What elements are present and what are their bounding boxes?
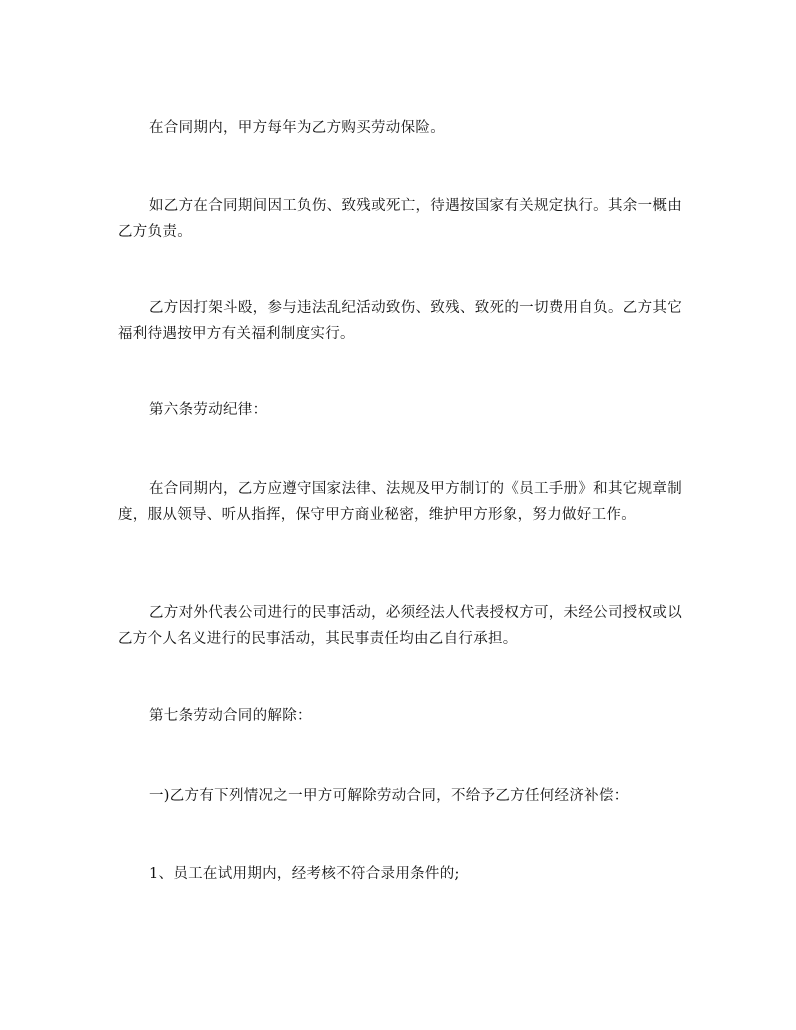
section-heading-termination: 第七条劳动合同的解除： <box>149 708 312 724</box>
paragraph-rules: 在合同期内，乙方应遵守国家法律、法规及甲方制订的《员工手册》和其它规章制度，服从领导、听从指挥，保守甲方商业秘密，维护甲方形象，努力做好工作。 <box>118 481 682 523</box>
paragraph-insurance: 在合同期内，甲方每年为乙方购买劳动保险。 <box>149 120 445 136</box>
section-heading-discipline: 第六条劳动纪律： <box>149 402 268 418</box>
list-item-probation: 1、员工在试用期内，经考核不符合录用条件的; <box>149 866 460 882</box>
paragraph-civil-activities: 乙方对外代表公司进行的民事活动，必须经法人代表授权方可，未经公司授权或以乙方个人名义进行的民事活动，其民事责任均由乙自行承担。 <box>118 605 682 647</box>
paragraph-termination-conditions: 一)乙方有下列情况之一甲方可解除劳动合同，不给予乙方任何经济补偿： <box>149 788 629 804</box>
paragraph-fighting: 乙方因打架斗殴，参与违法乱纪活动致伤、致残、致死的一切费用自负。乙方其它福利待遇按甲方有关福利制度实行。 <box>118 300 682 342</box>
paragraph-injury: 如乙方在合同期间因工负伤、致残或死亡，待遇按国家有关规定执行。其余一概由乙方负责。 <box>118 198 682 240</box>
